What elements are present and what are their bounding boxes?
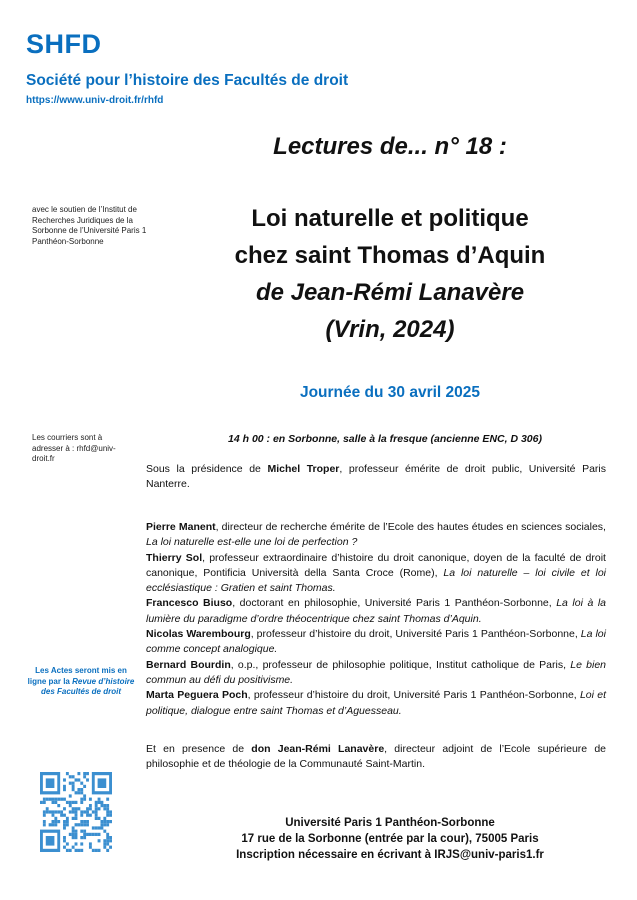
- speaker-affiliation: , o.p., professeur de philosophie politique, Institut catholique de Paris,: [230, 658, 571, 671]
- presidency-suffix: , professeur émérite de droit public, Université Paris Nanterre.: [146, 463, 606, 491]
- speaker-name: Bernard Bourdin: [146, 658, 231, 671]
- book-author: de Jean-Rémi Lanavère: [255, 279, 525, 306]
- org-name: Société pour l’histoire des Facultés de droit: [26, 72, 349, 89]
- qr-code-icon[interactable]: [40, 772, 112, 852]
- presence-prefix: Et en presence de: [146, 743, 252, 755]
- book-title-line2: chez saint Thomas d’Aquin: [234, 242, 546, 269]
- footer-registration: Inscription nécessaire en écrivant à IRJS@univ-paris1.fr: [236, 849, 544, 861]
- speaker-talk: La loi naturelle est-elle une loi de perfection ?: [146, 536, 358, 549]
- book-title-line1: Loi naturelle et politique: [251, 205, 529, 232]
- actes-note: [26, 666, 136, 698]
- speaker-talk: Le bien commun au défi du positivisme.: [146, 658, 607, 686]
- speaker-affiliation: , professeur d’histoire du droit, Université Paris 1 Panthéon-Sorbonne,: [247, 689, 580, 702]
- speaker-talk: La loi naturelle – loi civile et loi ecclésiastique : Gratien et saint Thomas.: [146, 566, 606, 595]
- speakers-list: [146, 520, 606, 719]
- presence-name: don Jean-Rémi Lanavère: [251, 743, 385, 755]
- speaker-item: [146, 658, 606, 689]
- actes-prefix: Les Actes seront mis en ligne par la: [27, 666, 127, 686]
- presidency-paragraph: [146, 462, 606, 493]
- presence-paragraph: [146, 742, 606, 773]
- presidency-prefix: Sous la présidence de: [146, 463, 268, 475]
- speaker-affiliation: , doctorant en philosophie, Université Paris 1 Panthéon-Sorbonne,: [232, 597, 557, 610]
- speaker-talk: La loi comme concept analogique.: [146, 628, 606, 656]
- org-acronym: SHFD: [26, 29, 102, 59]
- mail-note: Les courriers sont à adresser à : rhfd@univ-droit.fr: [32, 433, 116, 463]
- speaker-name: Marta Peguera Poch: [146, 689, 248, 702]
- event-location: 14 h 00 : en Sorbonne, salle à la fresque (ancienne ENC, D 306): [228, 433, 542, 445]
- speaker-item: [146, 688, 606, 719]
- series-title: Lectures de... n° 18 :: [273, 133, 507, 160]
- speaker-item: [146, 627, 606, 658]
- presence-suffix: , directeur adjoint de l’Ecole supérieure de philosophie et de théologie de la Communauté Saint-Martin.: [146, 743, 606, 771]
- org-url-link[interactable]: https://www.univ-droit.fr/rhfd: [26, 95, 164, 106]
- actes-journal: Revue d’histoire des Facultés de droit: [40, 676, 135, 696]
- speaker-item: [146, 596, 606, 627]
- speaker-name: Francesco Biuso: [146, 597, 233, 610]
- speaker-name: Nicolas Warembourg: [146, 628, 251, 641]
- president-name: Michel Troper: [267, 463, 340, 475]
- speaker-item: [146, 520, 606, 551]
- footer-address: 17 rue de la Sorbonne (entrée par la cour), 75005 Paris: [241, 833, 539, 845]
- speaker-talk: La loi à la lumière du paradigme d’ordre théocentrique chez saint Thomas d’Aquin.: [146, 597, 606, 625]
- speaker-item: [146, 551, 606, 597]
- footer-university: Université Paris 1 Panthéon-Sorbonne: [285, 817, 495, 829]
- speaker-talk: Loi et politique, dialogue entre saint Thomas et d’Aguesseau.: [146, 689, 607, 717]
- support-note: avec le soutien de l’Institut de Recherches Juridiques de la Sorbonne de l’Université Paris 1 Panthéon-Sorbonne: [32, 205, 147, 246]
- speaker-name: Pierre Manent: [146, 521, 216, 533]
- speaker-affiliation: , directeur de recherche émérite de l’Ecole des hautes études en sciences sociales,: [215, 521, 606, 533]
- event-date: Journée du 30 avril 2025: [299, 384, 481, 401]
- speaker-name: Thierry Sol: [146, 551, 203, 564]
- speaker-affiliation: , professeur extraordinaire d’histoire du droit canonique, doyen de la faculté de droit canonique, Pontificia Università della Santa Croce (Rome),: [146, 551, 606, 579]
- book-publisher: (Vrin, 2024): [325, 316, 455, 343]
- speaker-affiliation: , professeur d’histoire du droit, Université Paris 1 Panthéon-Sorbonne,: [250, 628, 581, 641]
